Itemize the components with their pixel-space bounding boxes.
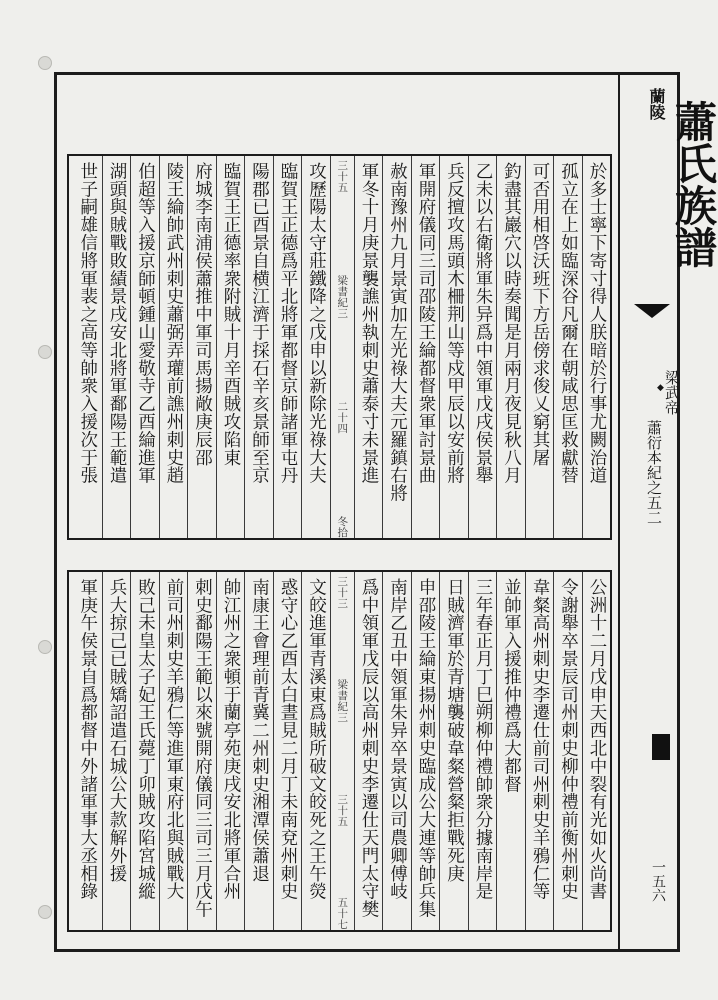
text-column: 令謝舉卒景辰司州刺史柳仲禮前衡州刺史	[553, 572, 582, 930]
text-column: 惑守心乙酉太白晝見二月丁未南兗州刺史	[273, 572, 302, 930]
text-column: 陽郡已酉景自横江濟于採石辛亥景師至京	[244, 156, 273, 538]
text-column: 帥江州之衆頓于蘭亭苑庚戌安北將軍合州	[216, 572, 245, 930]
text-column: 孤立在上如臨深谷凡爾在朝咸思匡救獻替	[553, 156, 582, 538]
top-columns	[69, 156, 610, 538]
separator-note: 五十七	[336, 897, 349, 930]
text-column: 並帥軍入援推仲禮爲大都督	[496, 572, 525, 930]
block-separator	[330, 572, 354, 930]
series-label: 蘭陵	[647, 88, 666, 120]
text-column: 乙未以右衛將軍朱异爲中領軍戊戌侯景舉	[468, 156, 497, 538]
bottom-text-block	[67, 570, 612, 932]
separator-mid: 梁書紀三	[336, 275, 349, 319]
separator-top: 三十五	[336, 160, 349, 193]
text-column: 前司州刺史羊鴉仁等進軍東府北與賊戰大	[159, 572, 188, 930]
text-column: 日賊濟軍於青塘襲破韋粲營粲拒戰死庚	[439, 572, 468, 930]
text-column: 公洲十二月戊申天西北中裂有光如火尚書	[582, 572, 611, 930]
separator-top: 三十三	[336, 576, 349, 609]
binding-hole-3	[38, 640, 52, 654]
text-column: 可否用相啓沃班下方岳傍求俊乂窮其屠	[525, 156, 554, 538]
text-column: 臨賀王正德爲平北將軍都督京師諸軍屯丹	[273, 156, 302, 538]
text-column: 府城李南浦侯蕭推中軍司馬揚敞庚辰邵	[187, 156, 216, 538]
separator-page: 二十四	[336, 401, 349, 434]
separator-mid: 梁書紀三	[336, 679, 349, 724]
text-column: 南岸乙丑中領軍朱异卒景寅以司農卿傅岐	[382, 572, 411, 930]
text-column: 釣盡其巖穴以時奏聞是月兩月夜見秋八月	[496, 156, 525, 538]
text-column: 軍冬十月庚景襲譙州執刺史蕭泰寸未景進	[354, 156, 383, 538]
text-column: 湖頭與賊戰敗績景戌安北將軍鄱陽王範遣	[102, 156, 131, 538]
text-column: 兵大掠己已賊矯詔遣石城公大款解外援	[102, 572, 131, 930]
text-column: 於多士寧下寄寸得人朕暗於行事尤闕治道	[582, 156, 611, 538]
fish-tail-mark-icon	[634, 304, 670, 318]
text-column: 韋粲高州刺史李遷仕前司州刺史羊鴉仁等	[525, 572, 554, 930]
text-column: 伯超等入援京師頓鍾山愛敬寺乙酉綸進軍	[130, 156, 159, 538]
text-column: 軍開府儀同三司邵陵王綸都督衆軍討景曲	[411, 156, 440, 538]
text-column: 敗己未皇太子妃王氏薨丁卯賊攻陷宮城縱	[130, 572, 159, 930]
separator-note: 冬拾	[336, 516, 349, 538]
page-number: 一五六	[650, 860, 666, 902]
section-label-emperor: 梁武帝	[663, 370, 681, 415]
binding-hole-2	[38, 345, 52, 359]
binding-hole-4	[38, 905, 52, 919]
text-column: 世子嗣雄信將軍裴之高等帥衆入援次于張	[77, 162, 98, 485]
book-title: 蕭氏族譜	[669, 100, 718, 268]
text-column: 申邵陵王綸東揚州刺史臨成公大連等帥兵集	[411, 572, 440, 930]
text-column: 赦南豫州九月景寅加左光祿大夫元羅鎮右將	[382, 156, 411, 538]
text-column: 三年春正月丁巳朔柳仲禮帥衆分據南岸是	[468, 572, 497, 930]
text-column: 陵王綸帥武州刺史蕭弼弄瓘前譙州刺史趙	[159, 156, 188, 538]
text-column: 南康王會理前青冀二州刺史湘潭侯蕭退	[244, 572, 273, 930]
section-label-annals: 蕭衍本紀之五二	[645, 420, 663, 525]
diamond-icon: ◆	[657, 383, 664, 393]
frame-divider	[618, 72, 620, 952]
text-column: 文皎進軍青溪東爲賊所破文皎死之王午熒	[301, 572, 330, 930]
top-text-block	[67, 154, 612, 540]
separator-page: 三十五	[336, 793, 349, 827]
fish-tail-mark-lower-icon	[652, 734, 670, 760]
text-column: 刺史鄱陽王範以來號開府儀同三司三月戊午	[187, 572, 216, 930]
binding-hole-1	[38, 56, 52, 70]
text-column: 攻歷陽太守莊鐵降之戊申以新除光祿大夫	[301, 156, 330, 538]
text-column: 臨賀王正德率衆附賊十月辛酉賊攻陷東	[216, 156, 245, 538]
text-column: 軍庚午侯景自爲都督中外諸軍事大丞相錄	[77, 578, 98, 901]
bottom-columns	[69, 572, 610, 930]
text-column: 兵反擅攻馬頭木柵荆山等戍甲辰以安前將	[439, 156, 468, 538]
text-column: 爲中領軍戊辰以高州刺史李遷仕天門太守樊	[354, 572, 383, 930]
block-separator	[330, 156, 354, 538]
